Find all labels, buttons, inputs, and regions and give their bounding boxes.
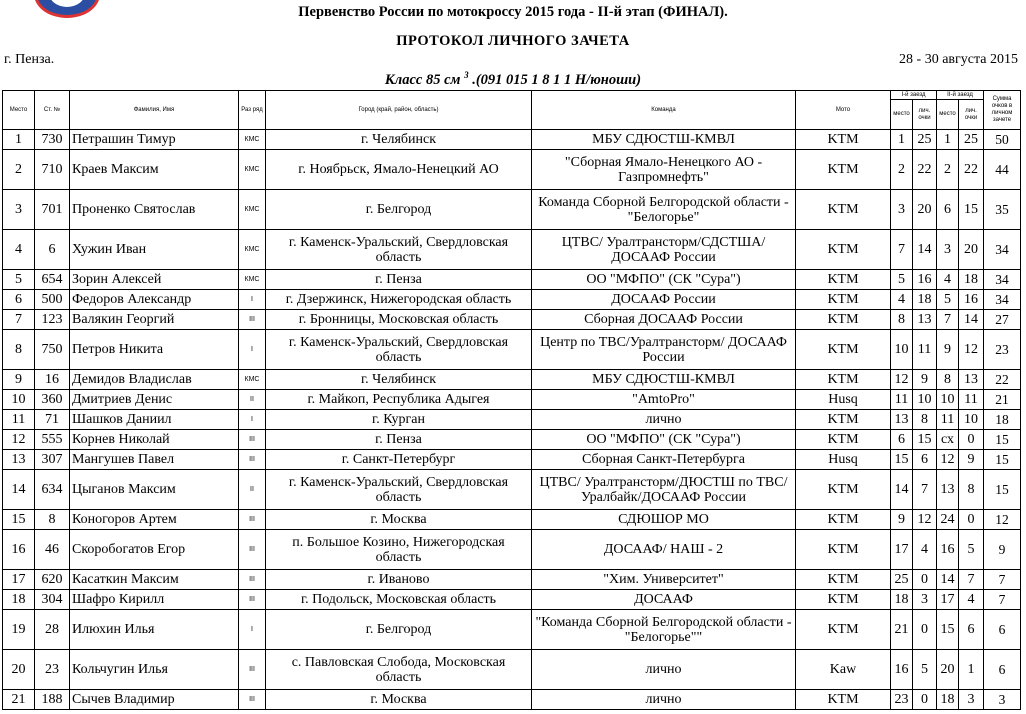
table-cell: лично (532, 410, 796, 430)
table-row (3, 310, 1021, 330)
table-cell: 11 (937, 410, 959, 430)
table-cell: 3 (891, 190, 913, 230)
table-cell: KTM (796, 230, 891, 270)
table-cell: 21 (984, 390, 1021, 410)
table-cell: I (239, 290, 266, 310)
table-cell: KTM (796, 150, 891, 190)
table-cell: 634 (35, 470, 70, 510)
table-cell: 7 (913, 470, 937, 510)
table-cell: 8 (3, 330, 35, 370)
table-cell: Сборная Санкт-Петербурга (532, 450, 796, 470)
table-cell: Коногоров Артем (70, 510, 239, 530)
table-cell: г. Подольск, Московская область (266, 590, 532, 610)
table-cell: 10 (959, 410, 984, 430)
table-cell: III (239, 690, 266, 710)
table-cell: KTM (796, 130, 891, 150)
table-cell: КМС (239, 130, 266, 150)
table-cell: 14 (959, 310, 984, 330)
table-cell: 14 (891, 470, 913, 510)
table-cell: ОО "МФПО" (СК "Сура") (532, 270, 796, 290)
table-cell: 11 (959, 390, 984, 410)
table-cell: 12 (3, 430, 35, 450)
table-cell: 8 (891, 310, 913, 330)
table-cell: г. Бронницы, Московская область (266, 310, 532, 330)
table-cell: 17 (937, 590, 959, 610)
table-cell: ЦТВС/ Уралтрансторм/ДЮСТШ по ТВС/Уралбайк/ДОСААФ России (532, 470, 796, 510)
table-cell: 21 (3, 690, 35, 710)
table-cell: KTM (796, 530, 891, 570)
table-cell: 16 (959, 290, 984, 310)
table-cell: 15 (984, 470, 1021, 510)
table-cell: ДОСААФ России (532, 290, 796, 310)
class-title: Класс 85 см $^3$ .(091 015 1 8 1 1 Н/юноши) (384, 70, 642, 88)
col-heat-1-pos: место (891, 100, 913, 130)
table-cell: 24 (937, 510, 959, 530)
table-cell: Дмитриев Денис (70, 390, 239, 410)
table-cell: 12 (959, 330, 984, 370)
table-cell: 15 (937, 610, 959, 650)
table-cell: KTM (796, 310, 891, 330)
table-cell: 12 (891, 370, 913, 390)
table-cell: 9 (913, 370, 937, 390)
table-cell: 15 (891, 450, 913, 470)
table-cell: 17 (3, 570, 35, 590)
table-cell: KTM (796, 430, 891, 450)
table-cell: 6 (913, 450, 937, 470)
col-rank: Раз ряд (239, 91, 266, 130)
table-cell: 15 (984, 450, 1021, 470)
table-cell: Шафро Кирилл (70, 590, 239, 610)
table-cell: Центр по ТВС/Уралтрансторм/ ДОСААФ России (532, 330, 796, 370)
table-cell: KTM (796, 190, 891, 230)
table-cell: 18 (913, 290, 937, 310)
col-team: Команда (532, 91, 796, 130)
table-cell: KTM (796, 510, 891, 530)
col-city: Город (край, район, область) (266, 91, 532, 130)
table-cell: КМС (239, 150, 266, 190)
table-cell: 14 (3, 470, 35, 510)
table-cell: 9 (891, 510, 913, 530)
table-cell: 500 (35, 290, 70, 310)
table-cell: 13 (913, 310, 937, 330)
table-cell: KTM (796, 470, 891, 510)
table-row (3, 450, 1021, 470)
table-cell: KTM (796, 370, 891, 390)
table-cell: I (239, 410, 266, 430)
table-cell: 15 (984, 430, 1021, 450)
table-cell: 20 (959, 230, 984, 270)
table-cell: 5 (937, 290, 959, 310)
table-cell: г. Челябинск (266, 370, 532, 390)
table-cell: Команда Сборной Белгородской области - "Белогорье" (532, 190, 796, 230)
table-cell: 13 (959, 370, 984, 390)
table-cell: 0 (913, 690, 937, 710)
table-cell: KTM (796, 290, 891, 310)
table-cell: Сычев Владимир (70, 690, 239, 710)
table-cell: 22 (959, 150, 984, 190)
table-cell: III (239, 450, 266, 470)
table-cell: Петров Никита (70, 330, 239, 370)
table-row (3, 650, 1021, 690)
table-cell: 2 (891, 150, 913, 190)
table-cell: 1 (891, 130, 913, 150)
table-row (3, 270, 1021, 290)
table-cell: 5 (3, 270, 35, 290)
table-cell: 1 (959, 650, 984, 690)
table-cell: 16 (35, 370, 70, 390)
table-cell: 730 (35, 130, 70, 150)
table-row (3, 470, 1021, 510)
table-cell: 21 (891, 610, 913, 650)
table-cell: 27 (984, 310, 1021, 330)
table-cell: 15 (959, 190, 984, 230)
col-heat-2: II-й заезд (937, 91, 984, 100)
table-cell: 6 (3, 290, 35, 310)
table-cell: 188 (35, 690, 70, 710)
table-cell: г. Челябинск (266, 130, 532, 150)
table-cell: 16 (913, 270, 937, 290)
table-cell: 11 (913, 330, 937, 370)
table-cell: KTM (796, 590, 891, 610)
table-cell: 19 (3, 610, 35, 650)
table-cell: лично (532, 650, 796, 690)
table-row (3, 690, 1021, 710)
table-cell: г. Каменск-Уральский, Свердловская область (266, 330, 532, 370)
table-cell: 1 (3, 130, 35, 150)
table-cell: 18 (891, 590, 913, 610)
table-cell: Хужин Иван (70, 230, 239, 270)
table-cell: 22 (913, 150, 937, 190)
table-cell: "Команда Сборной Белгородской области - "Белогорье"" (532, 610, 796, 650)
table-cell: 2 (3, 150, 35, 190)
table-cell: 16 (891, 650, 913, 690)
protocol-title: ПРОТОКОЛ ЛИЧНОГО ЗАЧЕТА (396, 33, 630, 49)
table-row (3, 370, 1021, 390)
table-cell: 6 (891, 430, 913, 450)
table-cell: Kaw (796, 650, 891, 690)
table-cell: KTM (796, 610, 891, 650)
table-cell: 18 (984, 410, 1021, 430)
table-cell: 7 (984, 570, 1021, 590)
table-cell: KTM (796, 330, 891, 370)
table-row (3, 510, 1021, 530)
table-cell: 11 (891, 390, 913, 410)
table-cell: 5 (959, 530, 984, 570)
table-cell: III (239, 590, 266, 610)
table-cell: 71 (35, 410, 70, 430)
table-cell: 7 (959, 570, 984, 590)
table-cell: Корнев Николай (70, 430, 239, 450)
table-cell: КМС (239, 190, 266, 230)
table-cell: г. Курган (266, 410, 532, 430)
table-cell: г. Каменск-Уральский, Свердловская область (266, 230, 532, 270)
table-cell: 0 (913, 570, 937, 590)
table-cell: 23 (35, 650, 70, 690)
table-cell: 23 (984, 330, 1021, 370)
table-cell: МБУ СДЮСТШ-КМВЛ (532, 370, 796, 390)
results-table (2, 90, 1021, 710)
table-cell: г. Белгород (266, 190, 532, 230)
table-cell: ДОСААФ (532, 590, 796, 610)
table-cell: ЦТВС/ Уралтрансторм/СДСТША/ ДОСААФ России (532, 230, 796, 270)
table-cell: "AmtoPro" (532, 390, 796, 410)
table-cell: I (239, 330, 266, 370)
table-cell: МБУ СДЮСТШ-КМВЛ (532, 130, 796, 150)
table-cell: 4 (959, 590, 984, 610)
table-cell: 25 (891, 570, 913, 590)
table-cell: 34 (984, 290, 1021, 310)
table-cell: 10 (3, 390, 35, 410)
table-cell: 304 (35, 590, 70, 610)
table-cell: 6 (959, 610, 984, 650)
table-cell: II (239, 390, 266, 410)
table-cell: 5 (913, 650, 937, 690)
table-cell: KTM (796, 270, 891, 290)
table-cell: 7 (937, 310, 959, 330)
table-cell: 20 (937, 650, 959, 690)
table-cell: 3 (937, 230, 959, 270)
table-cell: 10 (913, 390, 937, 410)
table-cell: 8 (35, 510, 70, 530)
table-cell: 620 (35, 570, 70, 590)
table-cell: III (239, 570, 266, 590)
table-cell: 14 (913, 230, 937, 270)
table-cell: г. Дзержинск, Нижегородская область (266, 290, 532, 310)
table-row (3, 290, 1021, 310)
table-row (3, 230, 1021, 270)
event-title: Первенство России по мотокроссу 2015 года - II-й этап (ФИНАЛ). (298, 4, 728, 20)
table-cell: 20 (913, 190, 937, 230)
table-cell: 15 (913, 430, 937, 450)
table-row (3, 530, 1021, 570)
table-cell: г. Каменск-Уральский, Свердловская область (266, 470, 532, 510)
table-cell: Петрашин Тимур (70, 130, 239, 150)
table-cell: г. Ноябрьск, Ямало-Ненецкий АО (266, 150, 532, 190)
table-cell: 50 (984, 130, 1021, 150)
table-cell: 6 (35, 230, 70, 270)
table-cell: 9 (3, 370, 35, 390)
table-cell: KTM (796, 410, 891, 430)
table-cell: Касаткин Максим (70, 570, 239, 590)
table-cell: п. Большое Козино, Нижегородская область (266, 530, 532, 570)
table-cell: 0 (959, 510, 984, 530)
col-name: Фамилия, Имя (70, 91, 239, 130)
table-cell: 10 (937, 390, 959, 410)
table-cell: 360 (35, 390, 70, 410)
table-row (3, 570, 1021, 590)
table-cell: 13 (937, 470, 959, 510)
table-cell: г. Москва (266, 690, 532, 710)
col-place: Место (3, 91, 35, 130)
table-cell: г. Москва (266, 510, 532, 530)
table-cell: 4 (937, 270, 959, 290)
table-cell: 18 (937, 690, 959, 710)
table-cell: 18 (3, 590, 35, 610)
table-cell: 25 (959, 130, 984, 150)
table-cell: Зорин Алексей (70, 270, 239, 290)
table-cell: 4 (913, 530, 937, 570)
table-cell: 15 (3, 510, 35, 530)
table-cell: Шашков Даниил (70, 410, 239, 430)
table-cell: KTM (796, 570, 891, 590)
table-cell: 13 (891, 410, 913, 430)
table-cell: г. Пенза (266, 430, 532, 450)
table-cell: III (239, 530, 266, 570)
table-cell: г. Белгород (266, 610, 532, 650)
table-cell: Илюхин Илья (70, 610, 239, 650)
table-cell: 7 (3, 310, 35, 330)
table-cell: Husq (796, 450, 891, 470)
table-cell: г. Иваново (266, 570, 532, 590)
table-cell: 4 (891, 290, 913, 310)
table-cell: 710 (35, 150, 70, 190)
col-total: Сумма очков в личном зачете (984, 91, 1021, 130)
table-cell: 307 (35, 450, 70, 470)
table-cell: КМС (239, 230, 266, 270)
table-cell: с. Павловская Слобода, Московская область (266, 650, 532, 690)
table-row (3, 430, 1021, 450)
table-cell: 9 (959, 450, 984, 470)
table-cell: 34 (984, 270, 1021, 290)
table-cell: 16 (3, 530, 35, 570)
table-cell: III (239, 510, 266, 530)
table-cell: КМС (239, 270, 266, 290)
table-cell: ОО "МФПО" (СК "Сура") (532, 430, 796, 450)
table-cell: 555 (35, 430, 70, 450)
table-cell: 6 (984, 650, 1021, 690)
table-cell: 3 (913, 590, 937, 610)
table-cell: Проненко Святослав (70, 190, 239, 230)
table-cell: 46 (35, 530, 70, 570)
table-row (3, 410, 1021, 430)
table-cell: 9 (984, 530, 1021, 570)
table-cell: "Сборная Ямало-Ненецкого АО - Газпромнефть" (532, 150, 796, 190)
table-cell: СДЮШОР МО (532, 510, 796, 530)
table-cell: ДОСААФ/ НАШ - 2 (532, 530, 796, 570)
table-cell: 12 (913, 510, 937, 530)
table-cell: III (239, 650, 266, 690)
table-cell: 701 (35, 190, 70, 230)
table-cell: 11 (3, 410, 35, 430)
table-cell: 654 (35, 270, 70, 290)
table-cell: 10 (891, 330, 913, 370)
table-cell: 34 (984, 230, 1021, 270)
table-cell: 8 (937, 370, 959, 390)
table-cell: 2 (937, 150, 959, 190)
col-heat-2-pos: место (937, 100, 959, 130)
col-heat-1-pts: лич. очки (913, 100, 937, 130)
table-cell: 25 (913, 130, 937, 150)
table-cell: KTM (796, 690, 891, 710)
table-cell: 8 (959, 470, 984, 510)
table-cell: 28 (35, 610, 70, 650)
table-cell: 44 (984, 150, 1021, 190)
table-cell: г. Санкт-Петербург (266, 450, 532, 470)
table-cell: 12 (984, 510, 1021, 530)
table-cell: 1 (937, 130, 959, 150)
table-cell: г. Пенза (266, 270, 532, 290)
table-row (3, 610, 1021, 650)
table-cell: 3 (984, 690, 1021, 710)
table-cell: 0 (913, 610, 937, 650)
table-row (3, 390, 1021, 410)
col-heat-1: I-й заезд (891, 91, 937, 100)
event-dates: 28 - 30 августа 2015 (899, 52, 1018, 67)
col-moto: Мото (796, 91, 891, 130)
table-row (3, 130, 1021, 150)
table-cell: "Хим. Университет" (532, 570, 796, 590)
table-cell: Сборная ДОСААФ России (532, 310, 796, 330)
table-cell: КМС (239, 370, 266, 390)
table-cell: 9 (937, 330, 959, 370)
table-cell: 8 (913, 410, 937, 430)
table-cell: 17 (891, 530, 913, 570)
table-cell: г. Майкоп, Республика Адыгея (266, 390, 532, 410)
table-cell: 3 (959, 690, 984, 710)
table-cell: Краев Максим (70, 150, 239, 190)
table-cell: 7 (891, 230, 913, 270)
table-row (3, 150, 1021, 190)
table-cell: Скоробогатов Егор (70, 530, 239, 570)
table-cell: 123 (35, 310, 70, 330)
table-cell: II (239, 470, 266, 510)
table-row (3, 330, 1021, 370)
table-cell: Мангушев Павел (70, 450, 239, 470)
table-cell: 22 (984, 370, 1021, 390)
col-start-number: Ст. № (35, 91, 70, 130)
table-cell: 0 (959, 430, 984, 450)
table-cell: I (239, 610, 266, 650)
table-cell: 14 (937, 570, 959, 590)
table-cell: Федоров Александр (70, 290, 239, 310)
table-cell: 3 (3, 190, 35, 230)
table-cell: Кольчугин Илья (70, 650, 239, 690)
event-city: г. Пенза. (4, 52, 55, 67)
table-cell: сх (937, 430, 959, 450)
table-row (3, 190, 1021, 230)
table-cell: 13 (3, 450, 35, 470)
table-cell: 20 (3, 650, 35, 690)
table-cell: Husq (796, 390, 891, 410)
table-cell: III (239, 310, 266, 330)
table-row (3, 590, 1021, 610)
col-heat-2-pts: лич. очки (959, 100, 984, 130)
table-cell: 6 (937, 190, 959, 230)
table-cell: 6 (984, 610, 1021, 650)
table-cell: 7 (984, 590, 1021, 610)
table-cell: Валякин Георгий (70, 310, 239, 330)
table-cell: 16 (937, 530, 959, 570)
table-cell: 35 (984, 190, 1021, 230)
table-cell: лично (532, 690, 796, 710)
table-cell: 23 (891, 690, 913, 710)
table-cell: 12 (937, 450, 959, 470)
table-cell: Цыганов Максим (70, 470, 239, 510)
table-cell: Демидов Владислав (70, 370, 239, 390)
table-cell: 4 (3, 230, 35, 270)
table-cell: 18 (959, 270, 984, 290)
table-cell: 5 (891, 270, 913, 290)
table-cell: 750 (35, 330, 70, 370)
table-cell: III (239, 430, 266, 450)
